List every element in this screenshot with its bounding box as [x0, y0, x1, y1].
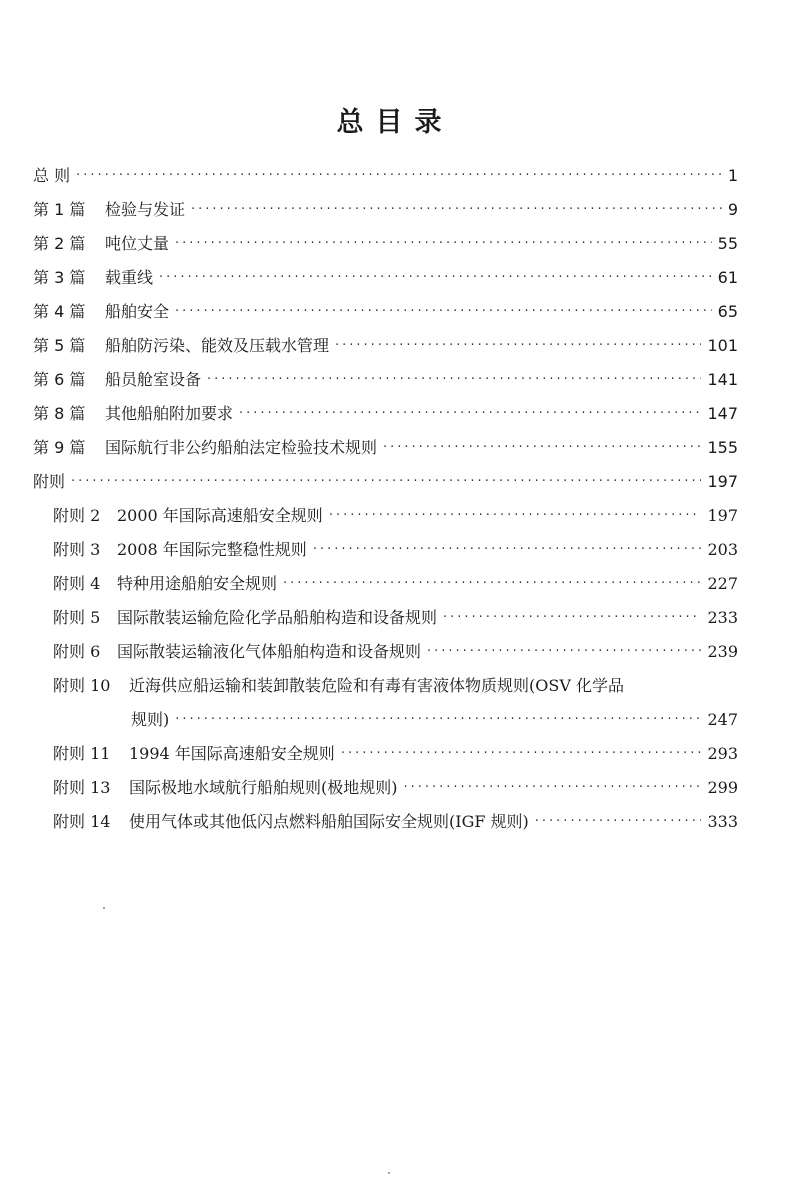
toc-label: 附则 10: [53, 676, 111, 695]
toc-title: 船员舱室设备: [105, 370, 202, 389]
leader-dots: [341, 738, 702, 770]
toc-page-number: 55: [717, 234, 738, 253]
toc-entry-part-6[interactable]: [33, 364, 738, 396]
toc-title: 使用气体或其他低闪点燃料船舶国际安全规则(IGF 规则): [129, 812, 529, 831]
toc-label: 第 4 篇: [33, 302, 86, 321]
toc-page-number: 333: [707, 812, 738, 831]
toc-title: 2000 年国际高速船安全规则: [117, 506, 323, 525]
leader-dots: [207, 364, 701, 396]
leader-dots: [175, 228, 712, 260]
toc-entry-part-4[interactable]: [33, 296, 738, 328]
leader-dots: [191, 194, 722, 226]
toc-label: 附则 2: [53, 506, 101, 525]
toc-title: 国际散装运输危险化学品船舶构造和设备规则: [117, 608, 438, 627]
toc-page-number: 293: [707, 744, 738, 763]
toc-entry-annexes[interactable]: [33, 466, 738, 498]
leader-dots: [329, 500, 702, 532]
toc-label: 附则 14: [53, 812, 111, 831]
toc-page-number: 197: [707, 472, 738, 491]
toc-page-number: 239: [707, 642, 738, 661]
toc-entry-annex-11[interactable]: [53, 738, 738, 770]
toc-entry-annex-10[interactable]: [53, 670, 738, 702]
toc-label: 附则 4: [53, 574, 101, 593]
toc-title: 船舶安全: [105, 302, 170, 321]
toc-title: 国际散装运输液化气体船舶构造和设备规则: [117, 642, 422, 661]
toc-label: 总 则: [33, 166, 71, 185]
toc-page-number: 197: [707, 506, 738, 525]
toc-entry-annex-5[interactable]: [53, 602, 738, 634]
toc-page-number: 101: [707, 336, 738, 355]
toc-entry-part-8[interactable]: [33, 398, 738, 430]
toc-page-number: 141: [707, 370, 738, 389]
toc-entry-annex-10-continued[interactable]: [131, 704, 738, 736]
toc-title: 国际航行非公约船舶法定检验技术规则: [105, 438, 378, 457]
toc-title: 其他船舶附加要求: [105, 404, 234, 423]
toc-page-number: 227: [707, 574, 738, 593]
leader-dots: [76, 160, 722, 192]
toc-label: 附则 3: [53, 540, 101, 559]
toc-page-number: 203: [707, 540, 738, 559]
toc-title: 特种用途船舶安全规则: [117, 574, 278, 593]
leader-dots: [159, 262, 712, 294]
toc-title: 检验与发证: [105, 200, 186, 219]
toc-label: 附则 6: [53, 642, 101, 661]
leader-dots: [427, 636, 701, 668]
toc-label: 第 9 篇: [33, 438, 86, 457]
leader-dots: [283, 568, 701, 600]
toc-label: 第 1 篇: [33, 200, 86, 219]
toc-title: 船舶防污染、能效及压载水管理: [105, 336, 330, 355]
toc-page-number: 299: [707, 778, 738, 797]
leader-dots: [383, 432, 701, 464]
leader-dots: [175, 704, 701, 736]
toc-page-number: 147: [707, 404, 738, 423]
leader-dots: [71, 466, 701, 498]
toc-page-number: 65: [717, 302, 738, 321]
toc-label: 附则 5: [53, 608, 101, 627]
toc-page-number: 247: [707, 710, 738, 729]
leader-dots: [239, 398, 701, 430]
leader-dots: [404, 772, 702, 804]
toc-title: 规则): [131, 710, 170, 729]
leader-dots: [443, 602, 701, 634]
toc-entry-part-3[interactable]: [33, 262, 738, 294]
toc-entry-annex-6[interactable]: [53, 636, 738, 668]
toc-entry-annex-3[interactable]: [53, 534, 738, 566]
toc-entry-annex-2[interactable]: [53, 500, 738, 532]
toc-title: 2008 年国际完整稳性规则: [117, 540, 307, 559]
toc-entry-part-2[interactable]: [33, 228, 738, 260]
toc-page-number: 1: [727, 166, 738, 185]
toc-title: 1994 年国际高速船安全规则: [129, 744, 335, 763]
leader-dots: [535, 806, 702, 838]
toc-page-number: 9: [727, 200, 738, 219]
page-title: 总目录: [336, 107, 454, 138]
toc-title: 国际极地水域航行船舶规则(极地规则): [129, 778, 398, 797]
toc-entry-annex-13[interactable]: [53, 772, 738, 804]
toc-label: 第 5 篇: [33, 336, 86, 355]
toc-page-number: 61: [717, 268, 738, 287]
toc-page-number: 233: [707, 608, 738, 627]
toc-label: 第 3 篇: [33, 268, 86, 287]
leader-dots: [313, 534, 702, 566]
toc-title: 近海供应船运输和装卸散装危险和有毒有害液体物质规则(OSV 化学品: [129, 676, 624, 695]
toc-label: 第 6 篇: [33, 370, 86, 389]
toc-label: 附则 13: [53, 778, 111, 797]
toc-entry-part-1[interactable]: [33, 194, 738, 226]
toc-title: 吨位丈量: [105, 234, 170, 253]
toc-label: 第 2 篇: [33, 234, 86, 253]
toc-page-number: 155: [707, 438, 738, 457]
toc-entry-annex-14[interactable]: [53, 806, 738, 838]
toc-entry-part-9[interactable]: [33, 432, 738, 464]
toc-label: 附则: [33, 472, 66, 491]
leader-dots: [175, 296, 712, 328]
toc-label: 附则 11: [53, 744, 111, 763]
toc-title: 载重线: [105, 268, 154, 287]
toc-entry-annex-4[interactable]: [53, 568, 738, 600]
leader-dots: [335, 330, 701, 362]
toc-label: 第 8 篇: [33, 404, 86, 423]
toc-entry-part-5[interactable]: [33, 330, 738, 362]
toc-entry-general[interactable]: [33, 160, 738, 192]
